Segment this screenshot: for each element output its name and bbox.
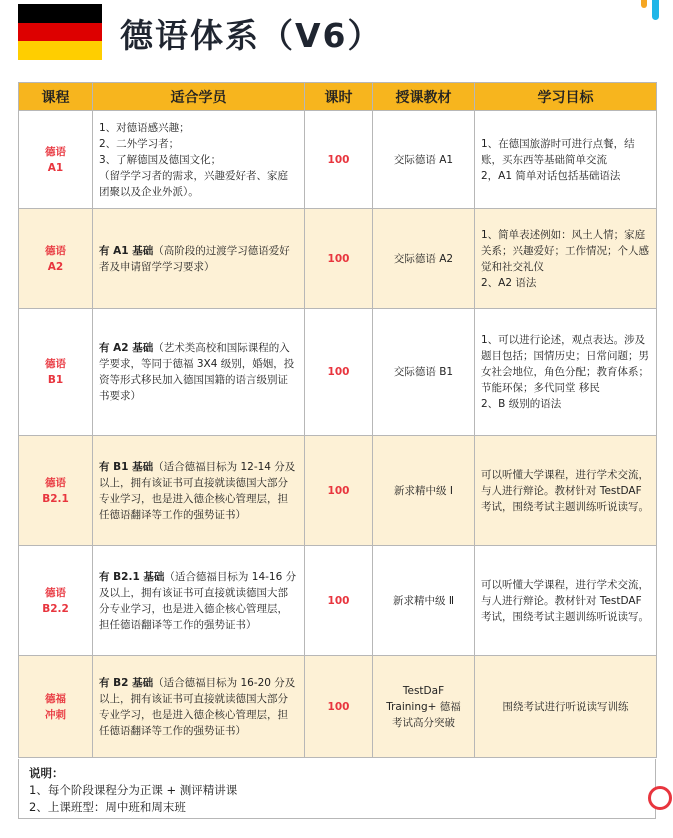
header-audience: 适合学员 xyxy=(93,83,305,111)
cell-text: A1 xyxy=(47,161,64,174)
audience-cell xyxy=(93,546,305,656)
notes-item: 1、每个阶段课程分为正课 + 测评精讲课 xyxy=(29,783,238,797)
table-header-row xyxy=(19,83,657,111)
cell-text: 1、简单表述例如：风土人情；家庭关系；兴趣爱好；工作情况；个人感觉和社交礼仪 xyxy=(481,228,649,273)
cell-text: （高阶段的过渡学习德语爱好者及申请留学学习要求） xyxy=(99,244,290,273)
cell-text: B1 xyxy=(47,374,64,386)
table-row xyxy=(19,546,657,656)
cell-text: 德语 xyxy=(45,145,66,158)
audience-cell xyxy=(93,111,305,209)
hours-cell: 100 xyxy=(305,656,373,758)
goal-cell xyxy=(475,309,673,436)
textbook-cell xyxy=(373,309,475,436)
goal-cell xyxy=(475,209,657,309)
goal-cell xyxy=(475,546,657,656)
cell-text: B2.2 xyxy=(42,602,69,615)
header-textbook: 授课教材 xyxy=(373,83,475,111)
course-level xyxy=(19,111,93,209)
cell-text: 德语 xyxy=(45,358,66,370)
hours-cell: 100 xyxy=(305,436,373,546)
cell-text: 德福 xyxy=(45,692,66,705)
corner-decoration-icon xyxy=(635,0,659,24)
table-row xyxy=(19,111,657,209)
course-level xyxy=(19,309,93,436)
notes-box xyxy=(18,759,656,819)
header-goal: 学习目标 xyxy=(475,83,657,111)
cell-text: TestDaF xyxy=(402,684,445,697)
course-level xyxy=(19,656,93,758)
cell-text: 可以听懂大学课程，进行学术交流，与人进行辩论。教材针对 TestDAF 考试，围绕考试主题训练听说读写。 xyxy=(481,578,649,623)
header-hours: 课时 xyxy=(305,83,373,111)
cell-text: （留学学习者的需求，兴趣爱好者、家庭团聚以及企业外派）。 xyxy=(99,169,288,198)
cell-text: 3、了解德国及德国文化； xyxy=(99,153,222,166)
table-row xyxy=(19,209,657,309)
hours-cell: 100 xyxy=(305,111,373,209)
cell-text: 1、对德语感兴趣； xyxy=(99,121,190,134)
cell-text: 考试高分突破 xyxy=(392,716,455,729)
header-course: 课程 xyxy=(19,83,93,111)
goal-cell xyxy=(475,436,657,546)
notes-title: 说明： xyxy=(29,766,64,780)
hours-cell: 100 xyxy=(305,546,373,656)
page-title: 德语体系（V6） xyxy=(120,16,383,55)
cell-text: 1、可以进行论述，观点表达。涉及题目包括；国情历史；日常问题；男女社会地位，角色分配；教育体系；节能环保；多代同堂 移民 2、B 级别的语法 xyxy=(481,334,673,410)
textbook-cell xyxy=(373,111,475,209)
textbook-cell xyxy=(373,656,475,758)
flag-stripe-gold xyxy=(18,41,102,60)
cell-text: 交际德语 B1 xyxy=(393,366,454,378)
audience-cell xyxy=(93,436,305,546)
cell-text: 交际德语 A2 xyxy=(393,252,454,265)
hours-cell: 100 xyxy=(305,309,373,436)
goal-cell xyxy=(475,111,657,209)
audience-cell xyxy=(93,656,305,758)
cell-text: 2、A2 语法 xyxy=(481,276,537,289)
audience-prereq: 有 B2.1 基础 xyxy=(99,570,165,583)
audience-prereq: 有 B2 基础 xyxy=(99,676,154,689)
cell-text: 新求精中级 Ⅱ xyxy=(392,594,454,607)
cell-text: 2、二外学习者； xyxy=(99,137,180,150)
textbook-cell xyxy=(373,436,475,546)
audience-prereq: 有 B1 基础 xyxy=(99,460,154,473)
textbook-cell xyxy=(373,209,475,309)
cell-text: 冲刺 xyxy=(45,708,66,721)
flag-stripe-black xyxy=(18,4,102,23)
cell-text: 德语 xyxy=(45,244,66,257)
cell-text: 围绕考试进行听说读写训练 xyxy=(502,700,629,713)
course-table xyxy=(18,82,673,758)
table-row xyxy=(19,656,657,758)
hours-cell: 100 xyxy=(305,209,373,309)
cell-text: 德语 xyxy=(45,586,66,599)
audience-cell xyxy=(93,209,305,309)
course-level xyxy=(19,436,93,546)
textbook-cell xyxy=(373,546,475,656)
cell-text: 交际德语 A1 xyxy=(393,153,454,166)
cell-text: （适合德福目标为 16-20 分及以上，拥有该证书可直接就读德国大部分专业学习，也是进入德企核心管理层，担任德语翻译等工作的强势证书） xyxy=(99,676,296,737)
audience-prereq: 有 A2 基础 xyxy=(99,342,154,354)
table-row xyxy=(19,309,657,436)
flag-stripe-red xyxy=(18,23,102,42)
german-flag-icon xyxy=(18,4,102,60)
cell-text: 新求精中级 Ⅰ xyxy=(394,484,453,497)
cell-text: 2，A1 简单对话包括基础语法 xyxy=(481,169,621,182)
cell-text: Training+ 德福 xyxy=(386,700,461,713)
cell-text: 1、在德国旅游时可进行点餐，结账，买东西等基础简单交流 xyxy=(481,137,635,166)
table-row xyxy=(19,436,657,546)
cell-text: B2.1 xyxy=(42,492,69,505)
cell-text: A2 xyxy=(47,260,64,273)
audience-prereq: 有 A1 基础 xyxy=(99,244,154,257)
cell-text: 德语 xyxy=(45,476,66,489)
cell-text: 可以听懂大学课程，进行学术交流，与人进行辩论。教材针对 TestDAF 考试，围绕考试主题训练听说读写。 xyxy=(481,468,649,513)
cell-text: （适合德福目标为 14-16 分及以上，拥有该证书可直接就读德国大部分专业学习，也是进入德企核心管理层，担任德语翻译等工作的强势证书） xyxy=(99,570,297,631)
circle-decoration-icon xyxy=(648,786,672,810)
cell-text: （适合德福目标为 12-14 分及以上，拥有该证书可直接就读德国大部分专业学习，也是进入德企核心管理层，担任德语翻译等工作的强势证书） xyxy=(99,460,296,521)
course-level xyxy=(19,209,93,309)
notes-item: 2、上课班型：周中班和周末班 xyxy=(29,800,186,814)
goal-cell xyxy=(475,656,657,758)
audience-cell xyxy=(93,309,305,436)
cell-text: （艺术类高校和国际课程的入学要求，等同于德福 3X4 级别，婚姻，投资等形式移民加入德国国籍的语言级别证书要求） xyxy=(99,342,295,402)
course-level xyxy=(19,546,93,656)
